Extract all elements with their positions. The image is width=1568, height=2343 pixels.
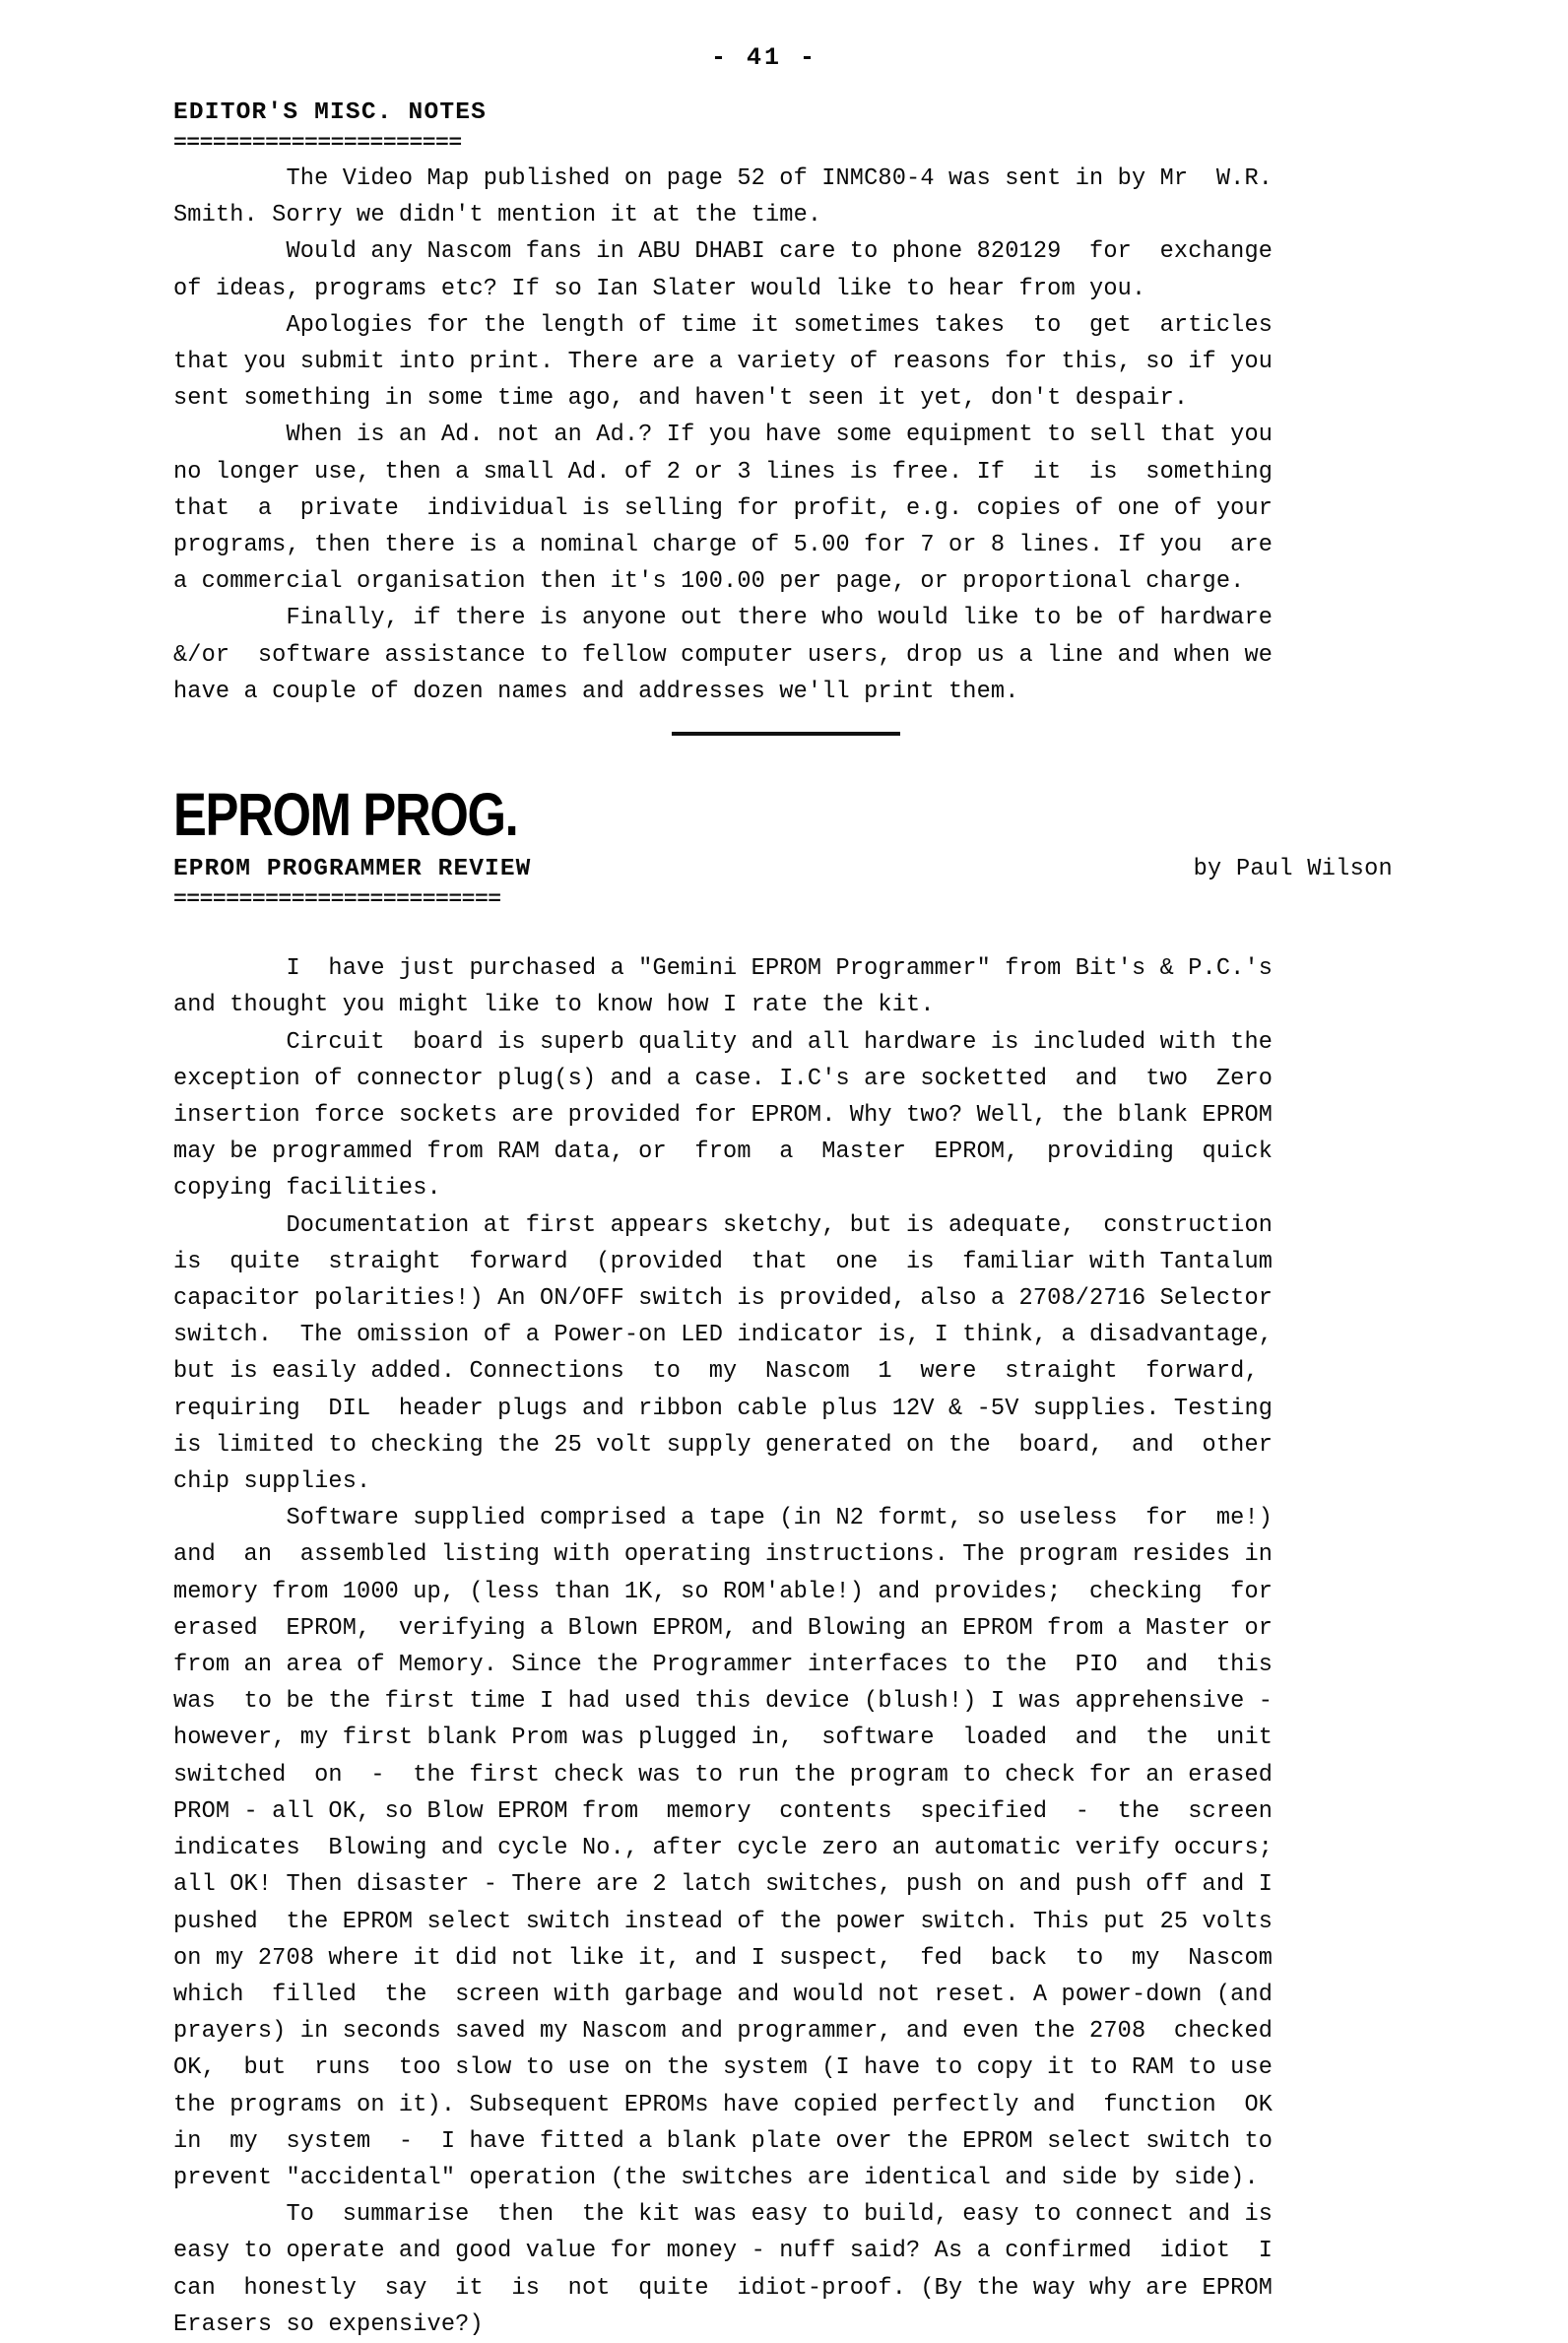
body-line: on my 2708 where it did not like it, and I suspect, fed back to my Nascom	[173, 1944, 1274, 1972]
body-line: can honestly say it is not quite idiot-proof. (By the way why are EPROM	[173, 2274, 1274, 2302]
body-line: switched on - the first check was to run the program to check for an erased	[173, 1761, 1274, 1789]
body-line: chip supplies.	[173, 1468, 371, 1496]
body-line: which filled the screen with garbage and would not reset. A power-down (and	[173, 1981, 1274, 2008]
body-line: pushed the EPROM select switch instead of the power switch. This put 25 volts	[173, 1908, 1274, 1935]
body-line: however, my first blank Prom was plugged in, software loaded and the unit	[173, 1725, 1274, 1752]
body-line: Circuit board is superb quality and all hardware is included with the	[173, 1028, 1274, 1056]
body-line: When is an Ad. not an Ad.? If you have some equipment to sell that you	[173, 422, 1274, 449]
article-one-heading-rule: ======================	[173, 131, 462, 154]
body-line: prevent "accidental" operation (the switches are identical and side by side).	[173, 2164, 1259, 2191]
body-line: a commercial organisation then it's 100.00 per page, or proportional charge.	[173, 568, 1245, 596]
article-two-subtitle: EPROM PROGRAMMER REVIEW	[173, 856, 532, 883]
body-line: indicates Blowing and cycle No., after cycle zero an automatic verify occurs;	[173, 1835, 1274, 1862]
article-eprom-prog	[0, 780, 1568, 2343]
body-line: sent something in some time ago, and haven't seen it yet, don't despair.	[173, 385, 1189, 413]
body-line: is quite straight forward (provided that one is familiar with Tantalum	[173, 1248, 1274, 1275]
body-line: from an area of Memory. Since the Programmer interfaces to the PIO and this	[173, 1652, 1274, 1679]
body-line: that you submit into print. There are a variety of reasons for this, so if you	[173, 349, 1274, 376]
body-line: is limited to checking the 25 volt supply generated on the board, and other	[173, 1431, 1274, 1459]
body-line: Documentation at first appears sketchy, but is adequate, construction	[173, 1211, 1274, 1239]
body-line: requiring DIL header plugs and ribbon cable plus 12V & -5V supplies. Testing	[173, 1395, 1274, 1422]
body-line: no longer use, then a small Ad. of 2 or 3 lines is free. If it is something	[173, 458, 1274, 486]
body-line: I have just purchased a "Gemini EPROM Programmer" from Bit's & P.C.'s	[173, 955, 1274, 983]
article-two-author: by Paul Wilson	[1193, 856, 1393, 883]
body-line: insertion force sockets are provided for EPROM. Why two? Well, the blank EPROM	[173, 1102, 1274, 1130]
article-two-heading-rule: =========================	[173, 888, 501, 911]
body-line: Apologies for the length of time it sometimes takes to get articles	[173, 311, 1274, 339]
body-line: all OK! Then disaster - There are 2 latch switches, push on and push off and I	[173, 1871, 1274, 1899]
body-line: and thought you might like to know how I rate the kit.	[173, 992, 935, 1019]
article-editors-misc-notes	[173, 99, 1399, 710]
body-line: memory from 1000 up, (less than 1K, so ROM'able!) and provides; checking for	[173, 1578, 1274, 1605]
body-line: PROM - all OK, so Blow EPROM from memory contents specified - the screen	[173, 1797, 1274, 1825]
article-two-body	[173, 950, 1399, 2343]
body-line: the programs on it). Subsequent EPROMs have copied perfectly and function OK	[173, 2091, 1274, 2118]
article-two-byline-row	[173, 856, 1399, 882]
section-divider-rule	[672, 732, 900, 736]
body-line: was to be the first time I had used this device (blush!) I was apprehensive -	[173, 1688, 1274, 1716]
body-line: of ideas, programs etc? If so Ian Slater would like to hear from you.	[173, 275, 1146, 302]
body-line: copying facilities.	[173, 1175, 441, 1203]
article-one-body	[173, 161, 1399, 710]
body-line: Would any Nascom fans in ABU DHABI care to phone 820129 for exchange	[173, 238, 1274, 266]
body-line: Finally, if there is anyone out there who would like to be of hardware	[173, 605, 1274, 632]
body-line: capacitor polarities!) An ON/OFF switch is provided, also a 2708/2716 Selector	[173, 1285, 1274, 1313]
body-line: that a private individual is selling for profit, e.g. copies of one of your	[173, 494, 1274, 522]
body-line: switch. The omission of a Power-on LED indicator is, I think, a disadvantage,	[173, 1322, 1274, 1349]
body-line: have a couple of dozen names and addresses we'll print them.	[173, 678, 1019, 705]
body-line: The Video Map published on page 52 of INMC80-4 was sent in by Mr W.R.	[173, 165, 1274, 192]
body-line: easy to operate and good value for money - nuff said? As a confirmed idiot I	[173, 2238, 1274, 2265]
article-two-column	[173, 888, 1399, 2343]
article-one-heading: EDITOR'S MISC. NOTES	[173, 99, 488, 126]
body-line: OK, but runs too slow to use on the system (I have to copy it to RAM to use	[173, 2054, 1274, 2082]
body-line: but is easily added. Connections to my Nascom 1 were straight forward,	[173, 1358, 1259, 1386]
body-line: Software supplied comprised a tape (in N2 formt, so useless for me!)	[173, 1505, 1274, 1532]
body-line: in my system - I have fitted a blank plate over the EPROM select switch to	[173, 2127, 1274, 2155]
body-line: Smith. Sorry we didn't mention it at the time.	[173, 202, 822, 229]
body-line: programs, then there is a nominal charge of 5.00 for 7 or 8 lines. If you are	[173, 532, 1274, 559]
body-line: erased EPROM, verifying a Blown EPROM, and Blowing an EPROM from a Master or	[173, 1614, 1274, 1642]
body-line: exception of connector plug(s) and a case. I.C's are socketted and two Zero	[173, 1065, 1274, 1092]
masthead-body-gap	[173, 911, 1399, 941]
section-divider-wrap	[173, 732, 1399, 736]
body-line: may be programmed from RAM data, or from a Master EPROM, providing quick	[173, 1139, 1274, 1166]
body-line: &/or software assistance to fellow computer users, drop us a line and when we	[173, 641, 1274, 669]
body-line: and an assembled listing with operating instructions. The program resides in	[173, 1541, 1274, 1569]
article-two-masthead: EPROM PROG.	[173, 780, 518, 849]
body-line: prayers) in seconds saved my Nascom and programmer, and even the 2708 checked	[173, 2018, 1274, 2046]
page-number: - 41 -	[710, 43, 817, 72]
body-line: To summarise then the kit was easy to build, easy to connect and is	[173, 2201, 1274, 2229]
body-line: Erasers so expensive?)	[173, 2310, 484, 2338]
